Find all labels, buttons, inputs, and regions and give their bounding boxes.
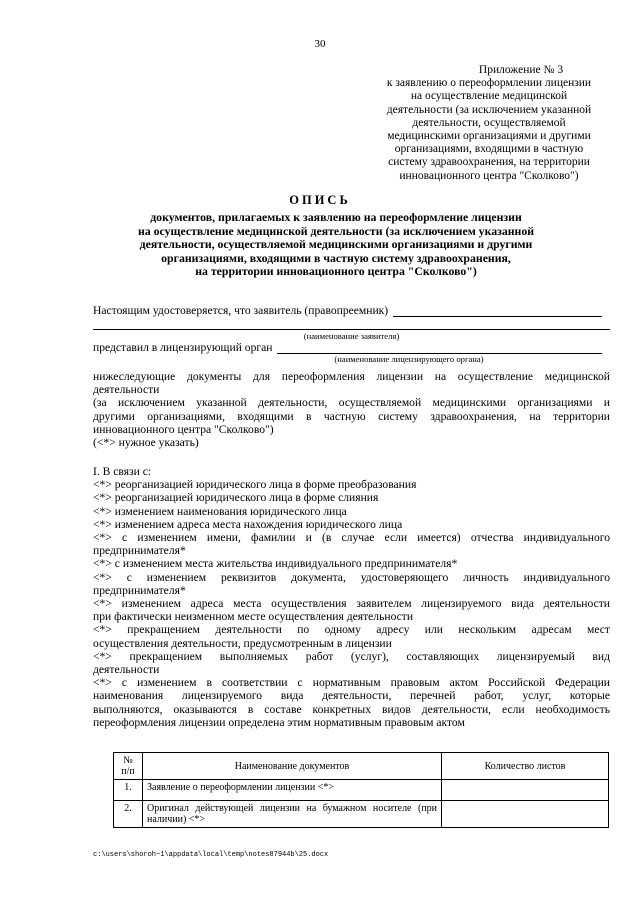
reason-line: при фактически неизменном месте осуществления деятельности: [93, 610, 414, 624]
authority-caption: (наименование лицензирующего органа): [334, 354, 484, 365]
row-number: 1.: [114, 780, 143, 801]
table-row: [114, 780, 609, 801]
para2-line: (за исключением указанной деятельности, осуществляемой медицинскими организациями и: [93, 396, 610, 410]
authority-row: [93, 341, 610, 354]
document-title: ОПИСЬ: [289, 193, 351, 207]
para2-line: инновационного центра "Сколково"): [93, 422, 274, 436]
intro-paragraphs: [93, 370, 610, 449]
row-document-name: Заявление о переоформлении лицензии <*>: [143, 780, 442, 801]
row-document-name: Оригинал действующей лицензии на бумажном носителе (при наличии) <*>: [143, 801, 442, 828]
reason-line: <*> с изменением имени, фамилии и (в случае если имеется) отчества индивидуального: [93, 531, 610, 545]
appendix-line: к заявлению о переоформлении лицензии: [386, 77, 592, 90]
subtitle-line: на осуществление медицинской деятельности (за исключением указанной: [137, 223, 535, 238]
documents-table: [113, 752, 609, 828]
page-number: 30: [314, 38, 326, 50]
header-sheet-count: Количество листов: [442, 753, 609, 780]
row-sheet-count[interactable]: [442, 780, 609, 801]
appendix-line: медицинскими организациями и другими: [387, 130, 591, 143]
applicant-row: [93, 304, 610, 317]
reason-item[interactable]: [93, 531, 610, 557]
row-sheet-count[interactable]: [442, 801, 609, 828]
reason-item[interactable]: <*> с изменением места жительства индивидуального предпринимателя*: [93, 557, 458, 571]
reason-line: <*> прекращением выполняемых работ (услуг), составляющих лицензируемый вид: [93, 649, 610, 663]
note-text: (<*> нужное указать): [93, 436, 199, 450]
para1-line: нижеследующие документы для переоформления лицензии на осуществление медицинской: [93, 370, 610, 383]
para1-line: деятельности: [93, 383, 160, 397]
reason-line: предпринимателя*: [93, 583, 186, 597]
header-number: № п/п: [114, 753, 143, 780]
table-row: [114, 801, 609, 828]
reason-item[interactable]: [93, 623, 610, 649]
reason-line: наименования лицензируемого вида деятельности, перечней работ, услуг, которые: [93, 689, 610, 703]
reason-line: <*> изменением адреса места осуществления заявителем лицензируемого вида деятельности: [93, 597, 610, 611]
applicant-block: [93, 304, 610, 364]
reason-item[interactable]: [93, 597, 610, 623]
appendix-line: деятельности (за исключением указанной: [386, 103, 592, 116]
row-number: 2.: [114, 801, 143, 828]
appendix-line: организациями, входящими в частную: [394, 143, 584, 156]
reason-item[interactable]: <*> изменением наименования юридического лица: [93, 504, 347, 518]
reason-item[interactable]: <*> реорганизацией юридического лица в форме слияния: [93, 491, 379, 505]
reason-line: выполняются, оказываются в составе конкретных видов деятельности, если необходимость: [93, 702, 610, 716]
reason-line: <*> с изменением реквизитов документа, удостоверяющего личность индивидуального: [93, 570, 610, 584]
appendix-header: [358, 64, 620, 183]
appendix-line: деятельности, осуществляемой: [412, 116, 566, 129]
appendix-line: инновационного центра "Сколково"): [399, 169, 579, 182]
reason-line: <*> с изменением в соответствии с нормативным правовым актом Российской Федерации: [93, 676, 610, 690]
subtitle-line: документов, прилагаемых к заявлению на переоформление лицензии: [150, 210, 522, 224]
document-subtitle: [90, 211, 582, 279]
certify-text: Настоящим удостоверяется, что заявитель (правопреемник): [93, 304, 389, 317]
submitted-text: представил в лицензирующий орган: [93, 341, 273, 355]
reason-item[interactable]: [93, 571, 610, 597]
section-heading: I. В связи с:: [93, 465, 152, 478]
reason-item[interactable]: <*> реорганизацией юридического лица в форме преобразования: [93, 478, 417, 492]
authority-name-field[interactable]: [277, 342, 603, 354]
subtitle-line: организациями, входящими в частную систему здравоохранения,: [161, 250, 511, 265]
appendix-line: Приложение № 3: [478, 64, 564, 76]
applicant-name-field[interactable]: [393, 305, 602, 317]
applicant-name-field-line2[interactable]: [93, 317, 610, 330]
reason-line: <*> прекращением деятельности по одному адресу или нескольким адресам мест: [93, 623, 610, 637]
footer-file-path: c:\users\shoroh~1\appdata\local\temp\notes87944b\25.docx: [93, 851, 329, 859]
appendix-line: на осуществление медицинской: [410, 90, 568, 103]
reason-line: переоформления лицензии определена этим нормативным правовым актом: [93, 715, 465, 729]
reason-line: предпринимателя*: [93, 544, 186, 558]
appendix-line: систему здравоохранения, на территории: [388, 156, 590, 169]
header-document-name: Наименование документов: [143, 753, 442, 780]
reason-item[interactable]: [93, 650, 610, 676]
reason-item[interactable]: [93, 676, 610, 729]
reason-item[interactable]: <*> изменением адреса места нахождения юридического лица: [93, 517, 403, 531]
subtitle-line: деятельности, осуществляемой медицинскими организациями и другими: [139, 237, 533, 251]
applicant-caption: (наименование заявителя): [303, 331, 400, 342]
reason-line: деятельности: [93, 663, 160, 677]
para2-line: другими организациями, входящими в частную систему здравоохранения, на территории: [93, 409, 610, 423]
table-header-row: [114, 753, 609, 780]
reason-line: осуществления деятельности, предусмотренным в лицензии: [93, 636, 392, 650]
reasons-section: [93, 465, 610, 729]
subtitle-line: на территории инновационного центра "Сколково"): [195, 264, 477, 278]
